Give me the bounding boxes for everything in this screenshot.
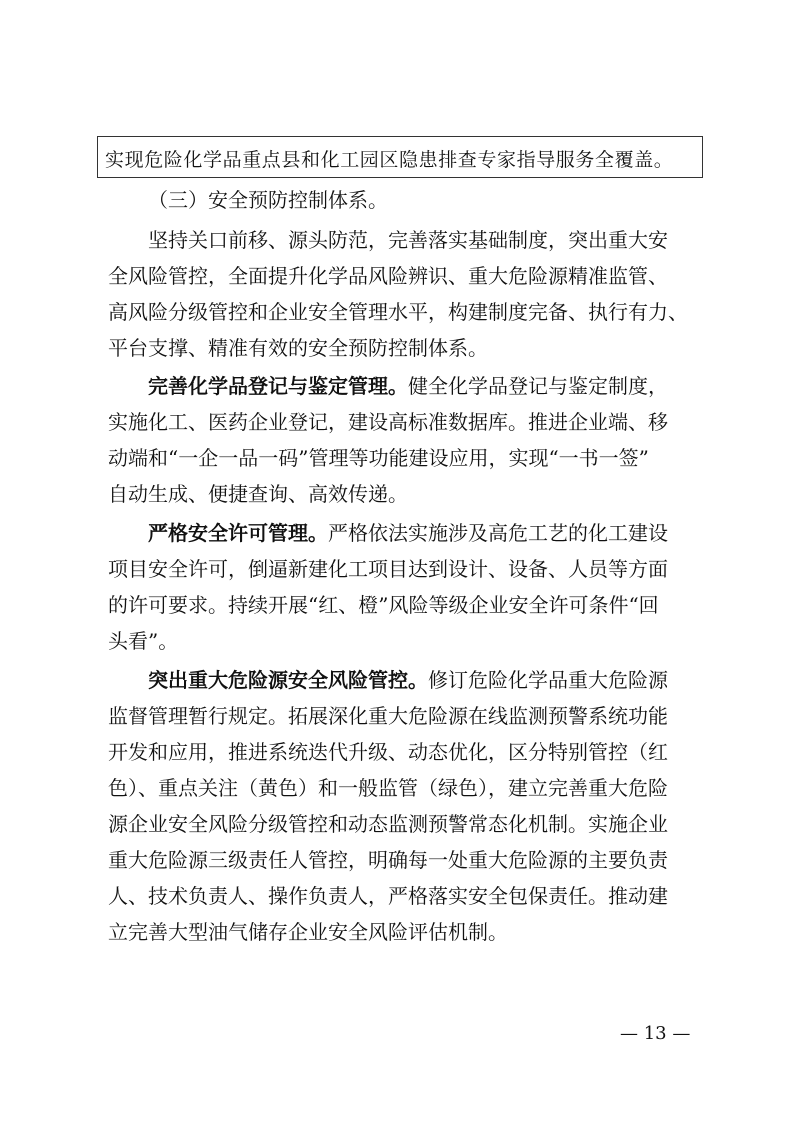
para2-heading: 完善化学品登记与鉴定管理。: [148, 374, 408, 398]
para3-first-line: [148, 521, 668, 545]
para4-line: 立完善大型油气储存企业安全风险评估机制。: [108, 920, 508, 944]
para4-line: 重大危险源三级责任人管控，明确每一处重大危险源的主要负责: [108, 848, 668, 872]
para4-line: 人、技术负责人、操作负责人，严格落实安全包保责任。推动建: [108, 884, 668, 908]
para2-line: 自动生成、便捷查询、高效传递。: [108, 482, 408, 506]
boxed-line: 实现危险化学品重点县和化工园区隐患排查专家指导服务全覆盖。: [105, 149, 674, 171]
para3-heading: 严格安全许可管理。: [148, 521, 328, 545]
boxed-text-frame: [97, 136, 703, 178]
para3-line: 的许可要求。持续开展“红、橙”风险等级企业安全许可条件“回: [108, 593, 659, 617]
para1-line: 坚持关口前移、源头防范，完善落实基础制度，突出重大安: [148, 228, 668, 252]
para4-line: 源企业安全风险分级管控和动态监测预警常态化机制。实施企业: [108, 812, 668, 836]
para4-first-rest: 修订危险化学品重大危险源: [428, 668, 668, 692]
para4-line: 色）、重点关注（黄色）和一般监管（绿色），建立完善重大危险: [108, 776, 668, 800]
para4-line: 开发和应用，推进系统迭代升级、动态优化，区分特别管控（红: [108, 740, 668, 764]
para1-line: 平台支撑、精准有效的安全预防控制体系。: [108, 336, 488, 360]
para3-line: 头看”。: [108, 629, 179, 653]
para4-line: 监督管理暂行规定。拓展深化重大危险源在线监测预警系统功能: [108, 704, 668, 728]
para2-line: 实施化工、医药企业登记，建设高标准数据库。推进企业端、移: [108, 410, 668, 434]
para1-line: 全风险管控，全面提升化学品风险辨识、重大危险源精准监管、: [108, 264, 668, 288]
para4-first-line: [148, 668, 668, 692]
para2-first-line: [148, 374, 668, 398]
para2-line: 动端和“一企一品一码”管理等功能建设应用，实现“一书一签”: [108, 446, 649, 470]
para4-heading: 突出重大危险源安全风险管控。: [148, 668, 428, 692]
para3-line: 项目安全许可，倒逼新建化工项目达到设计、设备、人员等方面: [108, 557, 668, 581]
para2-first-rest: 健全化学品登记与鉴定制度，: [408, 374, 668, 398]
para3-first-rest: 严格依法实施涉及高危工艺的化工建设: [328, 521, 668, 545]
para1-line: 高风险分级管控和企业安全管理水平，构建制度完备、执行有力、: [108, 300, 688, 324]
page-number: — 13 —: [620, 1023, 691, 1044]
section-heading: （三）安全预防控制体系。: [148, 188, 388, 212]
